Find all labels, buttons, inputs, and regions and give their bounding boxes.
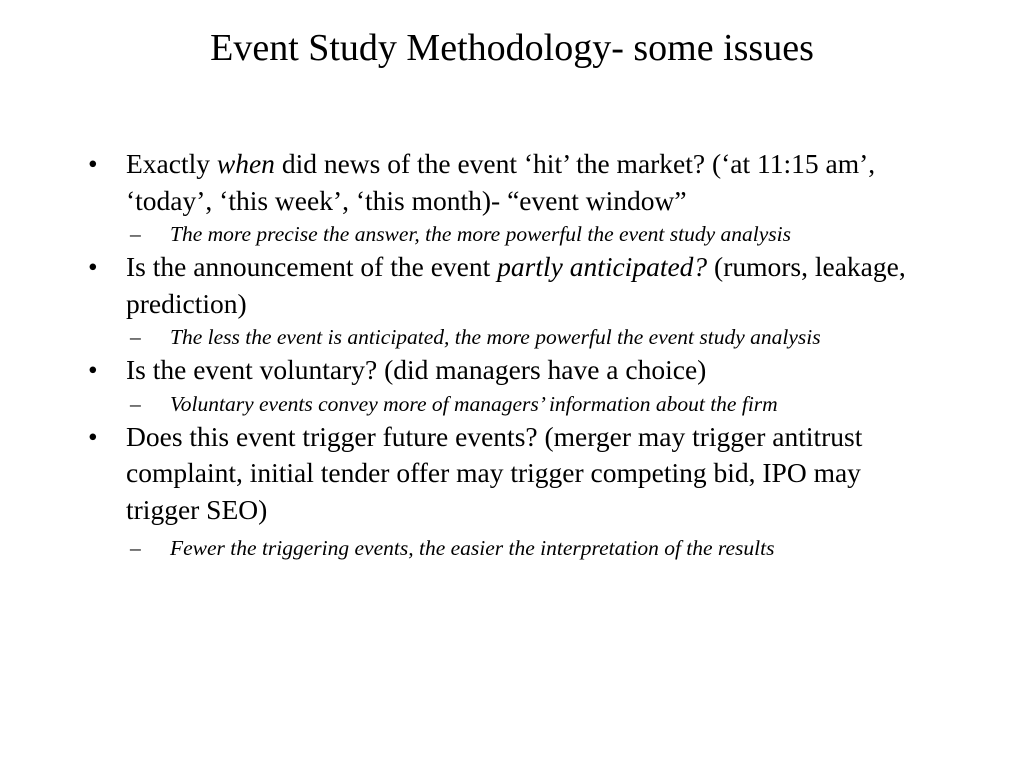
dash-marker: – bbox=[130, 536, 141, 560]
sub-item-text: The more precise the answer, the more powerful the event study analysis bbox=[170, 222, 792, 246]
dash-marker: – bbox=[130, 391, 141, 416]
bullet-text-emphasis: partly anticipated? bbox=[497, 251, 708, 282]
sub-item-text: Voluntary events convey more of managers’ information about the firm bbox=[170, 391, 778, 416]
bullet-item-anticipation bbox=[88, 249, 938, 322]
bullet-text: Is the event voluntary? (did managers have a choice) bbox=[126, 354, 707, 385]
dash-marker: – bbox=[130, 222, 141, 246]
bullet-list bbox=[88, 146, 938, 569]
bullet-item-event-timing bbox=[88, 146, 938, 219]
bullet-text-suffix: did news of the event ‘hit’ the market? (‘at 11:15 am’, ‘today’, ‘this week’, ‘this month)- “event window” bbox=[126, 148, 876, 216]
sub-item-text: The less the event is anticipated, the more powerful the event study analysis bbox=[170, 325, 821, 349]
bullet-item-voluntary bbox=[88, 352, 938, 389]
dash-marker: – bbox=[130, 325, 141, 349]
bullet-marker: • bbox=[88, 354, 98, 385]
bullet-marker: • bbox=[88, 148, 98, 179]
bullet-text-emphasis: when bbox=[216, 148, 275, 179]
bullet-marker: • bbox=[88, 420, 98, 452]
bullet-text-prefix: Exactly bbox=[126, 148, 217, 179]
slide-title: Event Study Methodology- some issues bbox=[210, 27, 814, 69]
sub-item-voluntary bbox=[88, 389, 938, 419]
sub-item-text: Fewer the triggering events, the easier the interpretation of the results bbox=[170, 536, 775, 560]
bullet-marker: • bbox=[88, 251, 98, 282]
bullet-item-triggering bbox=[88, 419, 938, 529]
sub-item-anticipation bbox=[88, 322, 938, 352]
bullet-text-suffix: (rumors, leakage, prediction) bbox=[126, 251, 906, 319]
bullet-text-prefix: Is the announcement of the event bbox=[126, 251, 498, 282]
sub-item-precision bbox=[88, 219, 938, 249]
bullet-text: Does this event trigger future events? (merger may trigger antitrust complaint, initial tender offer may trigger competing bid, IPO may trigger SEO) bbox=[126, 420, 863, 525]
sub-item-triggering bbox=[88, 528, 938, 569]
